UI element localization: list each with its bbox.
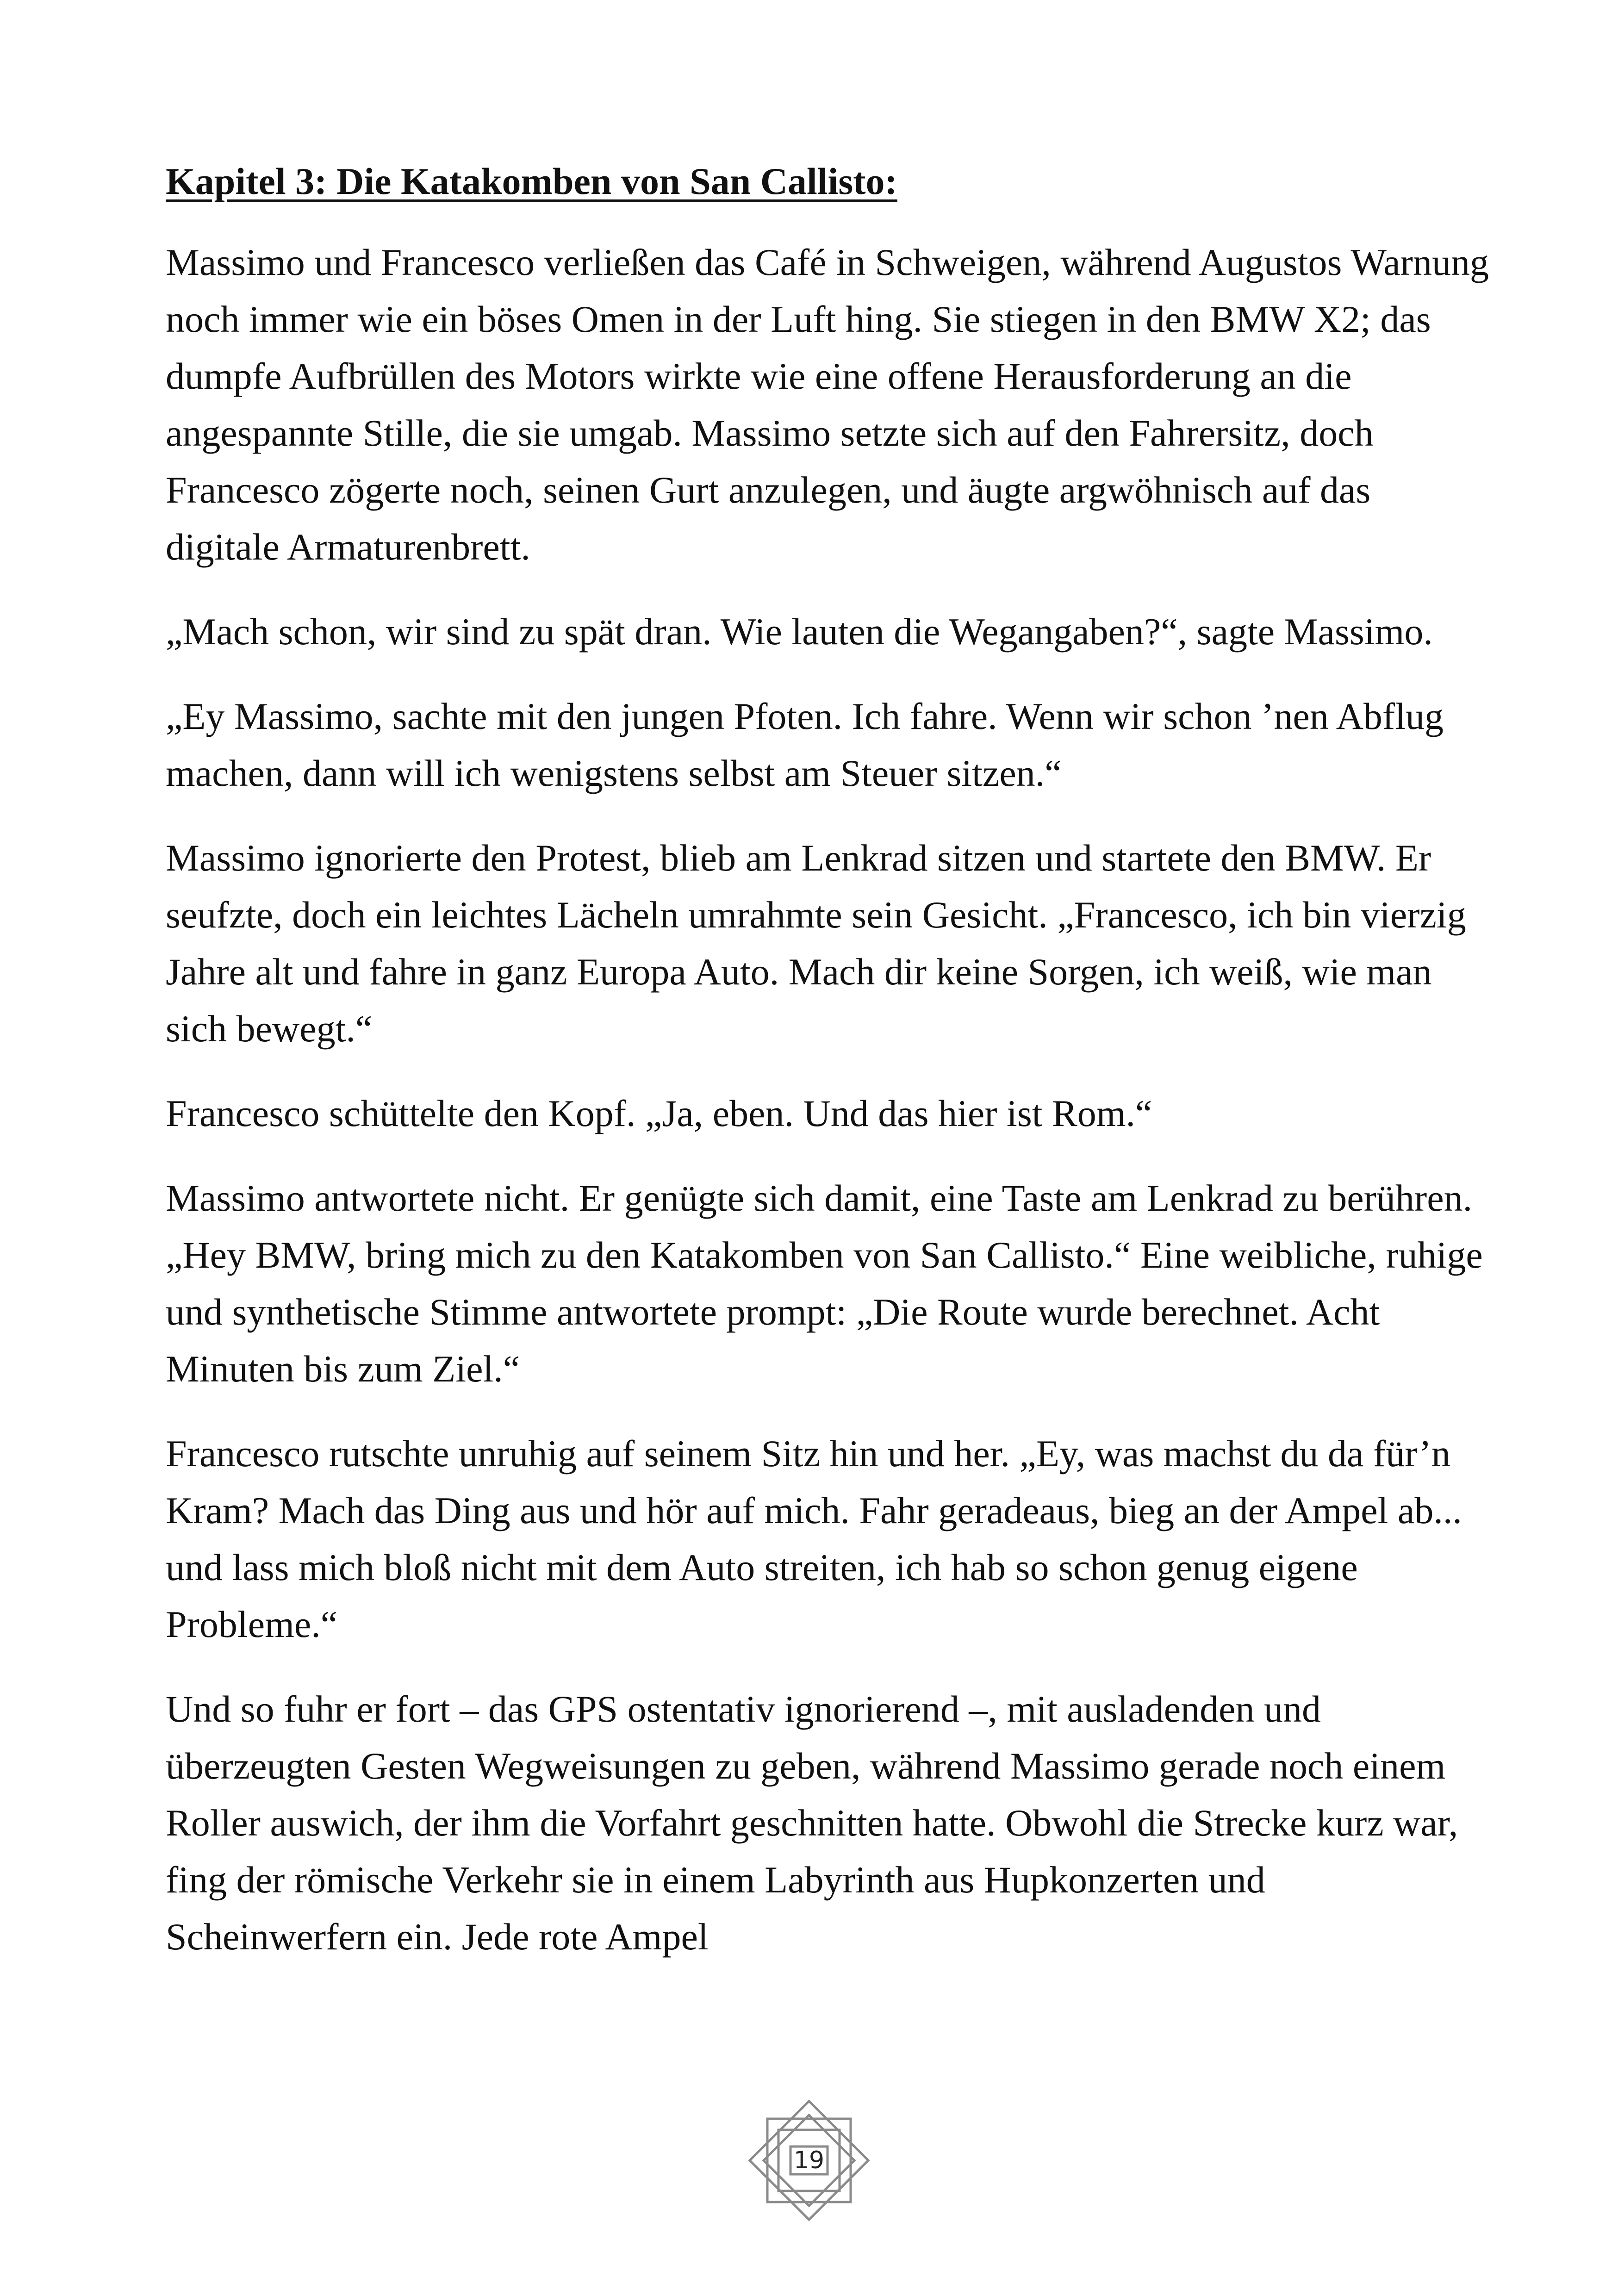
page-content [166,153,1489,1993]
page-footer [745,2097,873,2224]
paragraph: Francesco rutschte unruhig auf seinem Sitz hin und her. „Ey, was machst du da für’n Kram? Mach das Ding aus und hör auf mich. Fahr geradeaus, bieg an der Ampel ab... und lass mich bloß nicht mit dem Auto streiten, ich hab so schon genug eigene Probleme.“ [166,1432,1462,1645]
paragraph: „Ey Massimo, sachte mit den jungen Pfoten. Ich fahre. Wenn wir schon ’nen Abflug machen, dann will ich wenigstens selbst am Steuer sitzen.“ [166,695,1444,794]
paragraph: Massimo ignorierte den Protest, blieb am Lenkrad sitzen und startete den BMW. Er seufzte, doch ein leichtes Lächeln umrahmte sein Gesicht. „Francesco, ich bin vierzig Jahre alt und fahre in ganz Europa Auto. Mach dir keine Sorgen, ich weiß, wie man sich bewegt.“ [166,837,1466,1050]
paragraph: „Mach schon, wir sind zu spät dran. Wie lauten die Wegangaben?“, sagte Massimo. [166,610,1433,653]
paragraph: Massimo und Francesco verließen das Café in Schweigen, während Augustos Warnung noch immer wie ein böses Omen in der Luft hing. Sie stiegen in den BMW X2; das dumpfe Aufbrüllen des Motors wirkte wie eine offene Herausforderung an die angespannte Stille, die sie umgab. Massimo setzte sich auf den Fahrersitz, doch Francesco zögerte noch, seinen Gurt anzulegen, und äugte argwöhnisch auf das digitale Armaturenbrett. [166,241,1489,568]
paragraph: Und so fuhr er fort – das GPS ostentativ ignorierend –, mit ausladenden und überzeugten Gesten Wegweisungen zu geben, während Massimo gerade noch einem Roller auswich, der ihm die Vorfahrt geschnitten hatte. Obwohl die Strecke kurz war, fing der römische Verkehr sie in einem Labyrinth aus Hupkonzerten und Scheinwerfern ein. Jede rote Ampel [166,1688,1458,1958]
paragraph: Francesco schüttelte den Kopf. „Ja, eben. Und das hier ist Rom.“ [166,1092,1152,1134]
paragraph: Massimo antwortete nicht. Er genügte sich damit, eine Taste am Lenkrad zu berühren. „Hey BMW, bring mich zu den Katakomben von San Callisto.“ Eine weibliche, ruhige und synthetische Stimme antwortete prompt: „Die Route wurde berechnet. Acht Minuten bis zum Ziel.“ [166,1177,1483,1390]
page-number: 19 [793,2147,825,2174]
chapter-title: Kapitel 3: Die Katakomben von San Callisto: [166,160,897,202]
